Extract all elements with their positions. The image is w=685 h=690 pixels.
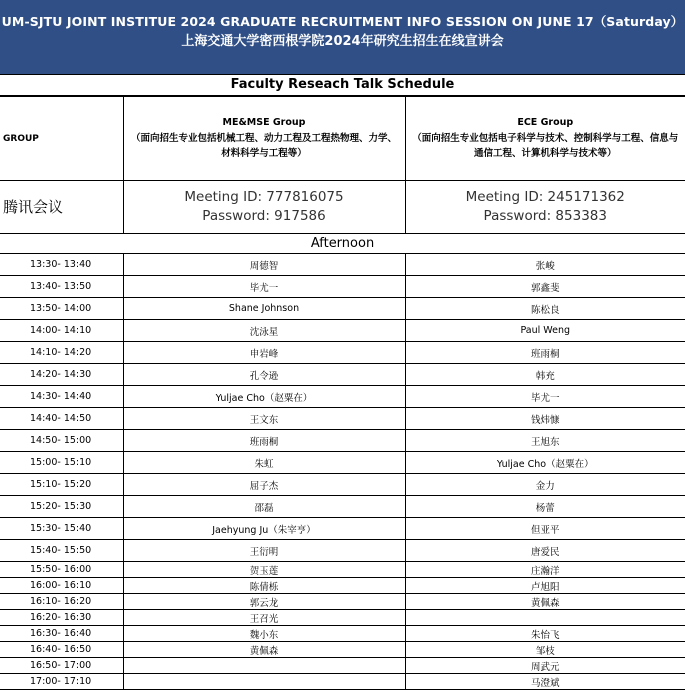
banner-title-cn: 上海交通大学密西根学院2024年研究生招生在线宣讲会 [0,31,685,53]
me-mse-speaker: 班雨桐 [123,430,405,452]
schedule-row [0,452,685,474]
time-slot: 16:10- 16:20 [0,594,123,610]
ece-group-header [405,97,685,181]
schedule-row [0,386,685,408]
ece-speaker: 杨蕾 [405,496,685,518]
time-slot: 15:10- 15:20 [0,474,123,496]
schedule-row [0,518,685,540]
ece-group-name: ECE Group [406,117,685,128]
table-title: Faculty Reseach Talk Schedule [0,75,685,96]
time-slot: 16:20- 16:30 [0,610,123,626]
me-mse-speaker [123,674,405,690]
schedule-row [0,254,685,276]
meeting-row [0,181,685,234]
me-mse-speaker: 王衍明 [123,540,405,562]
ece-speaker: 黄佩森 [405,594,685,610]
schedule-row [0,626,685,642]
time-slot: 16:00- 16:10 [0,578,123,594]
time-slot: 14:30- 14:40 [0,386,123,408]
time-slot: 13:40- 13:50 [0,276,123,298]
afternoon-section-label: Afternoon [0,234,685,254]
schedule-row [0,562,685,578]
schedule-row [0,578,685,594]
schedule-row [0,610,685,626]
me-mse-speaker: Shane Johnson [123,298,405,320]
me-mse-speaker: 朱虹 [123,452,405,474]
me-mse-speaker: 王文东 [123,408,405,430]
time-slot: 15:30- 15:40 [0,518,123,540]
ece-speaker: 庄瀚洋 [405,562,685,578]
ece-speaker: 张峻 [405,254,685,276]
me-mse-speaker: 黄佩森 [123,642,405,658]
time-slot: 13:30- 13:40 [0,254,123,276]
me-mse-speaker: 魏小东 [123,626,405,642]
schedule-row [0,474,685,496]
schedule-table [0,96,685,690]
schedule-row [0,408,685,430]
time-slot: 17:00- 17:10 [0,674,123,690]
me-mse-speaker: 邵磊 [123,496,405,518]
time-slot: 16:40- 16:50 [0,642,123,658]
schedule-row [0,674,685,690]
ece-speaker: 朱怡飞 [405,626,685,642]
me-mse-speaker: 陈倩栎 [123,578,405,594]
me-mse-speaker: Yuljae Cho（赵粟在） [123,386,405,408]
time-slot: 14:00- 14:10 [0,320,123,342]
me-mse-speaker: Jaehyung Ju（朱宰亨） [123,518,405,540]
banner-title-en: UM-SJTU JOINT INSTITUE 2024 GRADUATE RECRUITMENT INFO SESSION ON JUNE 17（Saturday） [0,13,685,31]
time-slot: 16:50- 17:00 [0,658,123,674]
schedule-row [0,320,685,342]
me-mse-speaker: 郭云龙 [123,594,405,610]
time-slot: 14:40- 14:50 [0,408,123,430]
me-mse-speaker: 孔令逊 [123,364,405,386]
ece-speaker: Paul Weng [405,320,685,342]
time-slot: 15:20- 15:30 [0,496,123,518]
time-slot: 14:20- 14:30 [0,364,123,386]
ece-group-description: （面向招生专业包括电子科学与技术、控制科学与工程、信息与通信工程、计算机科学与技术等） [406,131,685,161]
ece-speaker [405,610,685,626]
me-mse-speaker: 贺玉莲 [123,562,405,578]
schedule-row [0,364,685,386]
me-mse-speaker: 申岩峰 [123,342,405,364]
group-header-row [0,97,685,181]
meeting-label: 腾讯会议 [0,181,123,234]
me-mse-speaker: 周德智 [123,254,405,276]
me-mse-meeting-id: Meeting ID: 777816075 [124,188,405,207]
me-mse-group-name: ME&MSE Group [124,117,405,128]
me-mse-speaker: 王召光 [123,610,405,626]
ece-speaker: Yuljae Cho（赵粟在） [405,452,685,474]
ece-speaker: 邹枝 [405,642,685,658]
me-mse-group-header [123,97,405,181]
time-slot: 15:00- 15:10 [0,452,123,474]
ece-meeting-info [405,181,685,234]
session-banner [0,0,685,74]
schedule-row [0,276,685,298]
time-slot: 13:50- 14:00 [0,298,123,320]
time-slot: 16:30- 16:40 [0,626,123,642]
time-slot: 15:50- 16:00 [0,562,123,578]
me-mse-group-description: （面向招生专业包括机械工程、动力工程及工程热物理、力学、材料科学与工程等） [124,131,405,161]
schedule-row [0,540,685,562]
schedule-row [0,342,685,364]
schedule-sheet [0,74,685,660]
schedule-row [0,642,685,658]
ece-meeting-password: Password: 853383 [406,207,685,226]
ece-speaker: 班雨桐 [405,342,685,364]
schedule-row [0,298,685,320]
schedule-row [0,430,685,452]
time-slot: 14:10- 14:20 [0,342,123,364]
me-mse-speaker: 毕尤一 [123,276,405,298]
ece-speaker: 金力 [405,474,685,496]
me-mse-meeting-password: Password: 917586 [124,207,405,226]
schedule-row [0,594,685,610]
ece-speaker: 钱炜慷 [405,408,685,430]
ece-speaker: 周武元 [405,658,685,674]
ece-speaker: 马澄斌 [405,674,685,690]
time-slot: 14:50- 15:00 [0,430,123,452]
ece-speaker: 毕尤一 [405,386,685,408]
section-row [0,234,685,254]
ece-speaker: 郭鑫斐 [405,276,685,298]
group-label: GROUP [0,97,123,181]
ece-speaker: 陈松良 [405,298,685,320]
ece-speaker: 卢旭阳 [405,578,685,594]
ece-meeting-id: Meeting ID: 245171362 [406,188,685,207]
ece-speaker: 唐爱民 [405,540,685,562]
me-mse-meeting-info [123,181,405,234]
me-mse-speaker: 屈子杰 [123,474,405,496]
time-slot: 15:40- 15:50 [0,540,123,562]
schedule-row [0,496,685,518]
ece-speaker: 韩充 [405,364,685,386]
me-mse-speaker: 沈泳星 [123,320,405,342]
ece-speaker: 王旭东 [405,430,685,452]
ece-speaker: 但亚平 [405,518,685,540]
